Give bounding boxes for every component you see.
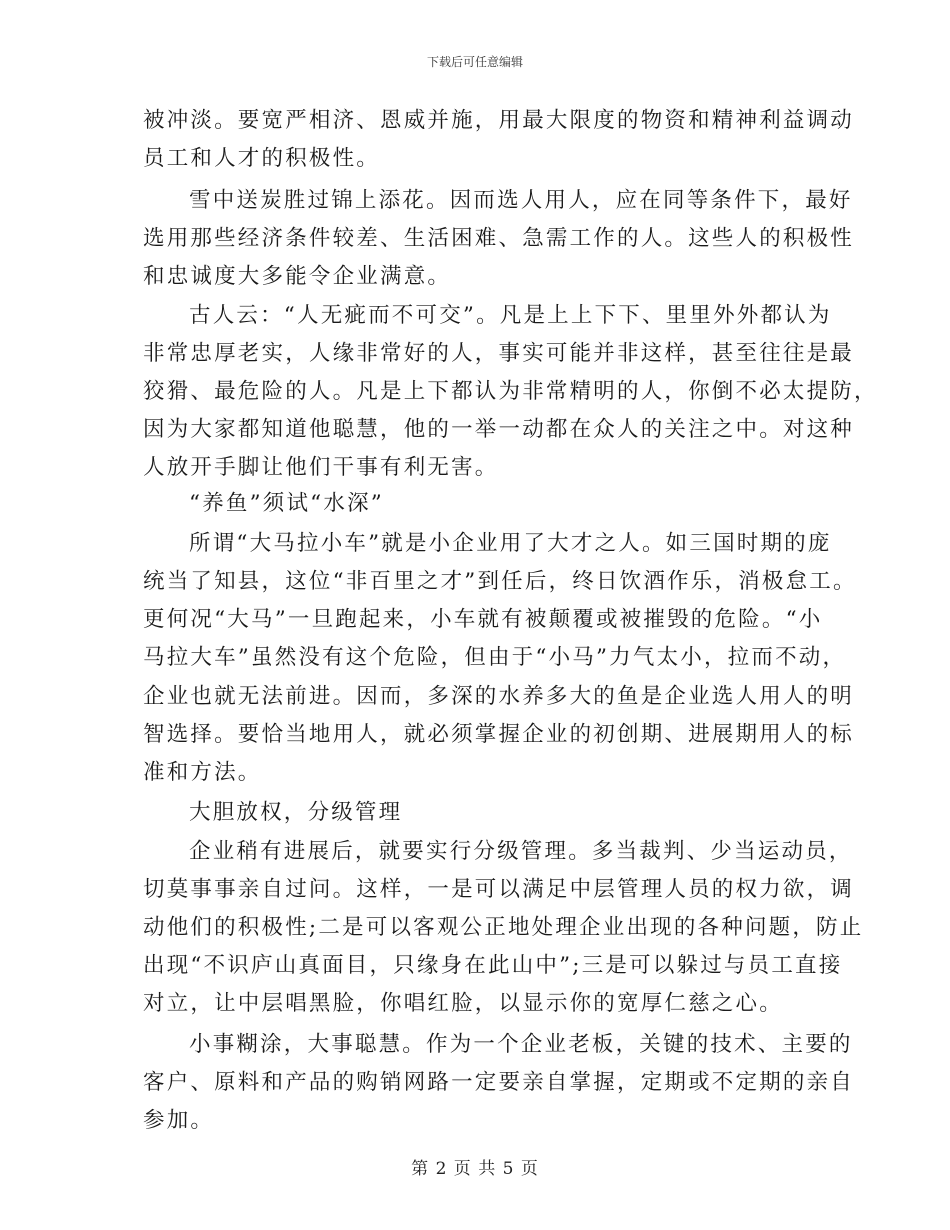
text-line: 非常忠厚老实，人缘非常好的人，事实可能并非这样，甚至往往是最 xyxy=(143,341,855,366)
text-line: 统当了知县，这位“非百里之才”到任后，终日饮酒作乐，消极怠工。 xyxy=(143,569,857,594)
section-heading: “养鱼”须试“水深” xyxy=(189,491,384,516)
page-header: 下载后可任意编辑 xyxy=(426,55,523,69)
text-line: 小事糊涂，大事聪慧。作为一个企业老板，关键的技术、主要的 xyxy=(189,1032,853,1057)
text-line: 因为大家都知道他聪慧，他的一举一动都在众人的关注之中。对这种 xyxy=(143,417,855,442)
text-line: 企业稍有进展后，就要实行分级管理。多当裁判、少当运动员， xyxy=(189,839,853,864)
text-line: 企业也就无法前进。因而，多深的水养多大的鱼是企业选人用人的明 xyxy=(143,684,855,709)
text-line: 准和方法。 xyxy=(143,760,262,785)
text-line: 对立，让中层唱黑脸，你唱红脸，以显示你的宽厚仁慈之心。 xyxy=(143,991,783,1016)
text-line: 客户、原料和产品的购销网路一定要亲自掌握，定期或不定期的亲自 xyxy=(143,1070,855,1095)
section-heading: 大胆放权，分级管理 xyxy=(189,800,403,825)
text-line: 狡猾、最危险的人。凡是上下都认为非常精明的人，你倒不必太提防， xyxy=(143,379,878,404)
text-line: 古人云：“人无疵而不可交”。凡是上上下下、里里外外都认为 xyxy=(189,303,832,328)
text-line: 选用那些经济条件较差、生活困难、急需工作的人。这些人的积极性 xyxy=(143,226,855,251)
text-line: 马拉大车”虽然没有这个危险，但由于“小马”力气太小，拉而不动， xyxy=(143,645,847,670)
text-line: 和忠诚度大多能令企业满意。 xyxy=(143,264,452,289)
text-line: 动他们的积极性;二是可以客观公正地处理企业出现的各种问题，防止 xyxy=(143,915,864,940)
text-line: 被冲淡。要宽严相济、恩威并施，用最大限度的物资和精神利益调动 xyxy=(143,108,855,133)
text-line: 雪中送炭胜过锦上添花。因而选人用人，应在同等条件下，最好 xyxy=(189,188,853,213)
text-line: 员工和人才的积极性。 xyxy=(143,146,381,171)
text-line: 参加。 xyxy=(143,1108,215,1133)
text-line: 更何况“大马”一旦跑起来，小车就有被颠覆或被摧毁的危险。“小 xyxy=(143,607,823,632)
text-line: 切莫事事亲自过问。这样，一是可以满足中层管理人员的权力欲，调 xyxy=(143,877,855,902)
text-line: 出现“不识庐山真面目，只缘身在此山中”;三是可以躲过与员工直接 xyxy=(143,953,843,978)
page-footer: 第 2 页 共 5 页 xyxy=(411,1159,539,1179)
text-line: 人放开手脚让他们干事有利无害。 xyxy=(143,455,499,480)
text-line: 智选择。要恰当地用人，就必须掌握企业的初创期、进展期用人的标 xyxy=(143,722,855,747)
text-line: 所谓“大马拉小车”就是小企业用了大才之人。如三国时期的庞 xyxy=(189,531,832,556)
